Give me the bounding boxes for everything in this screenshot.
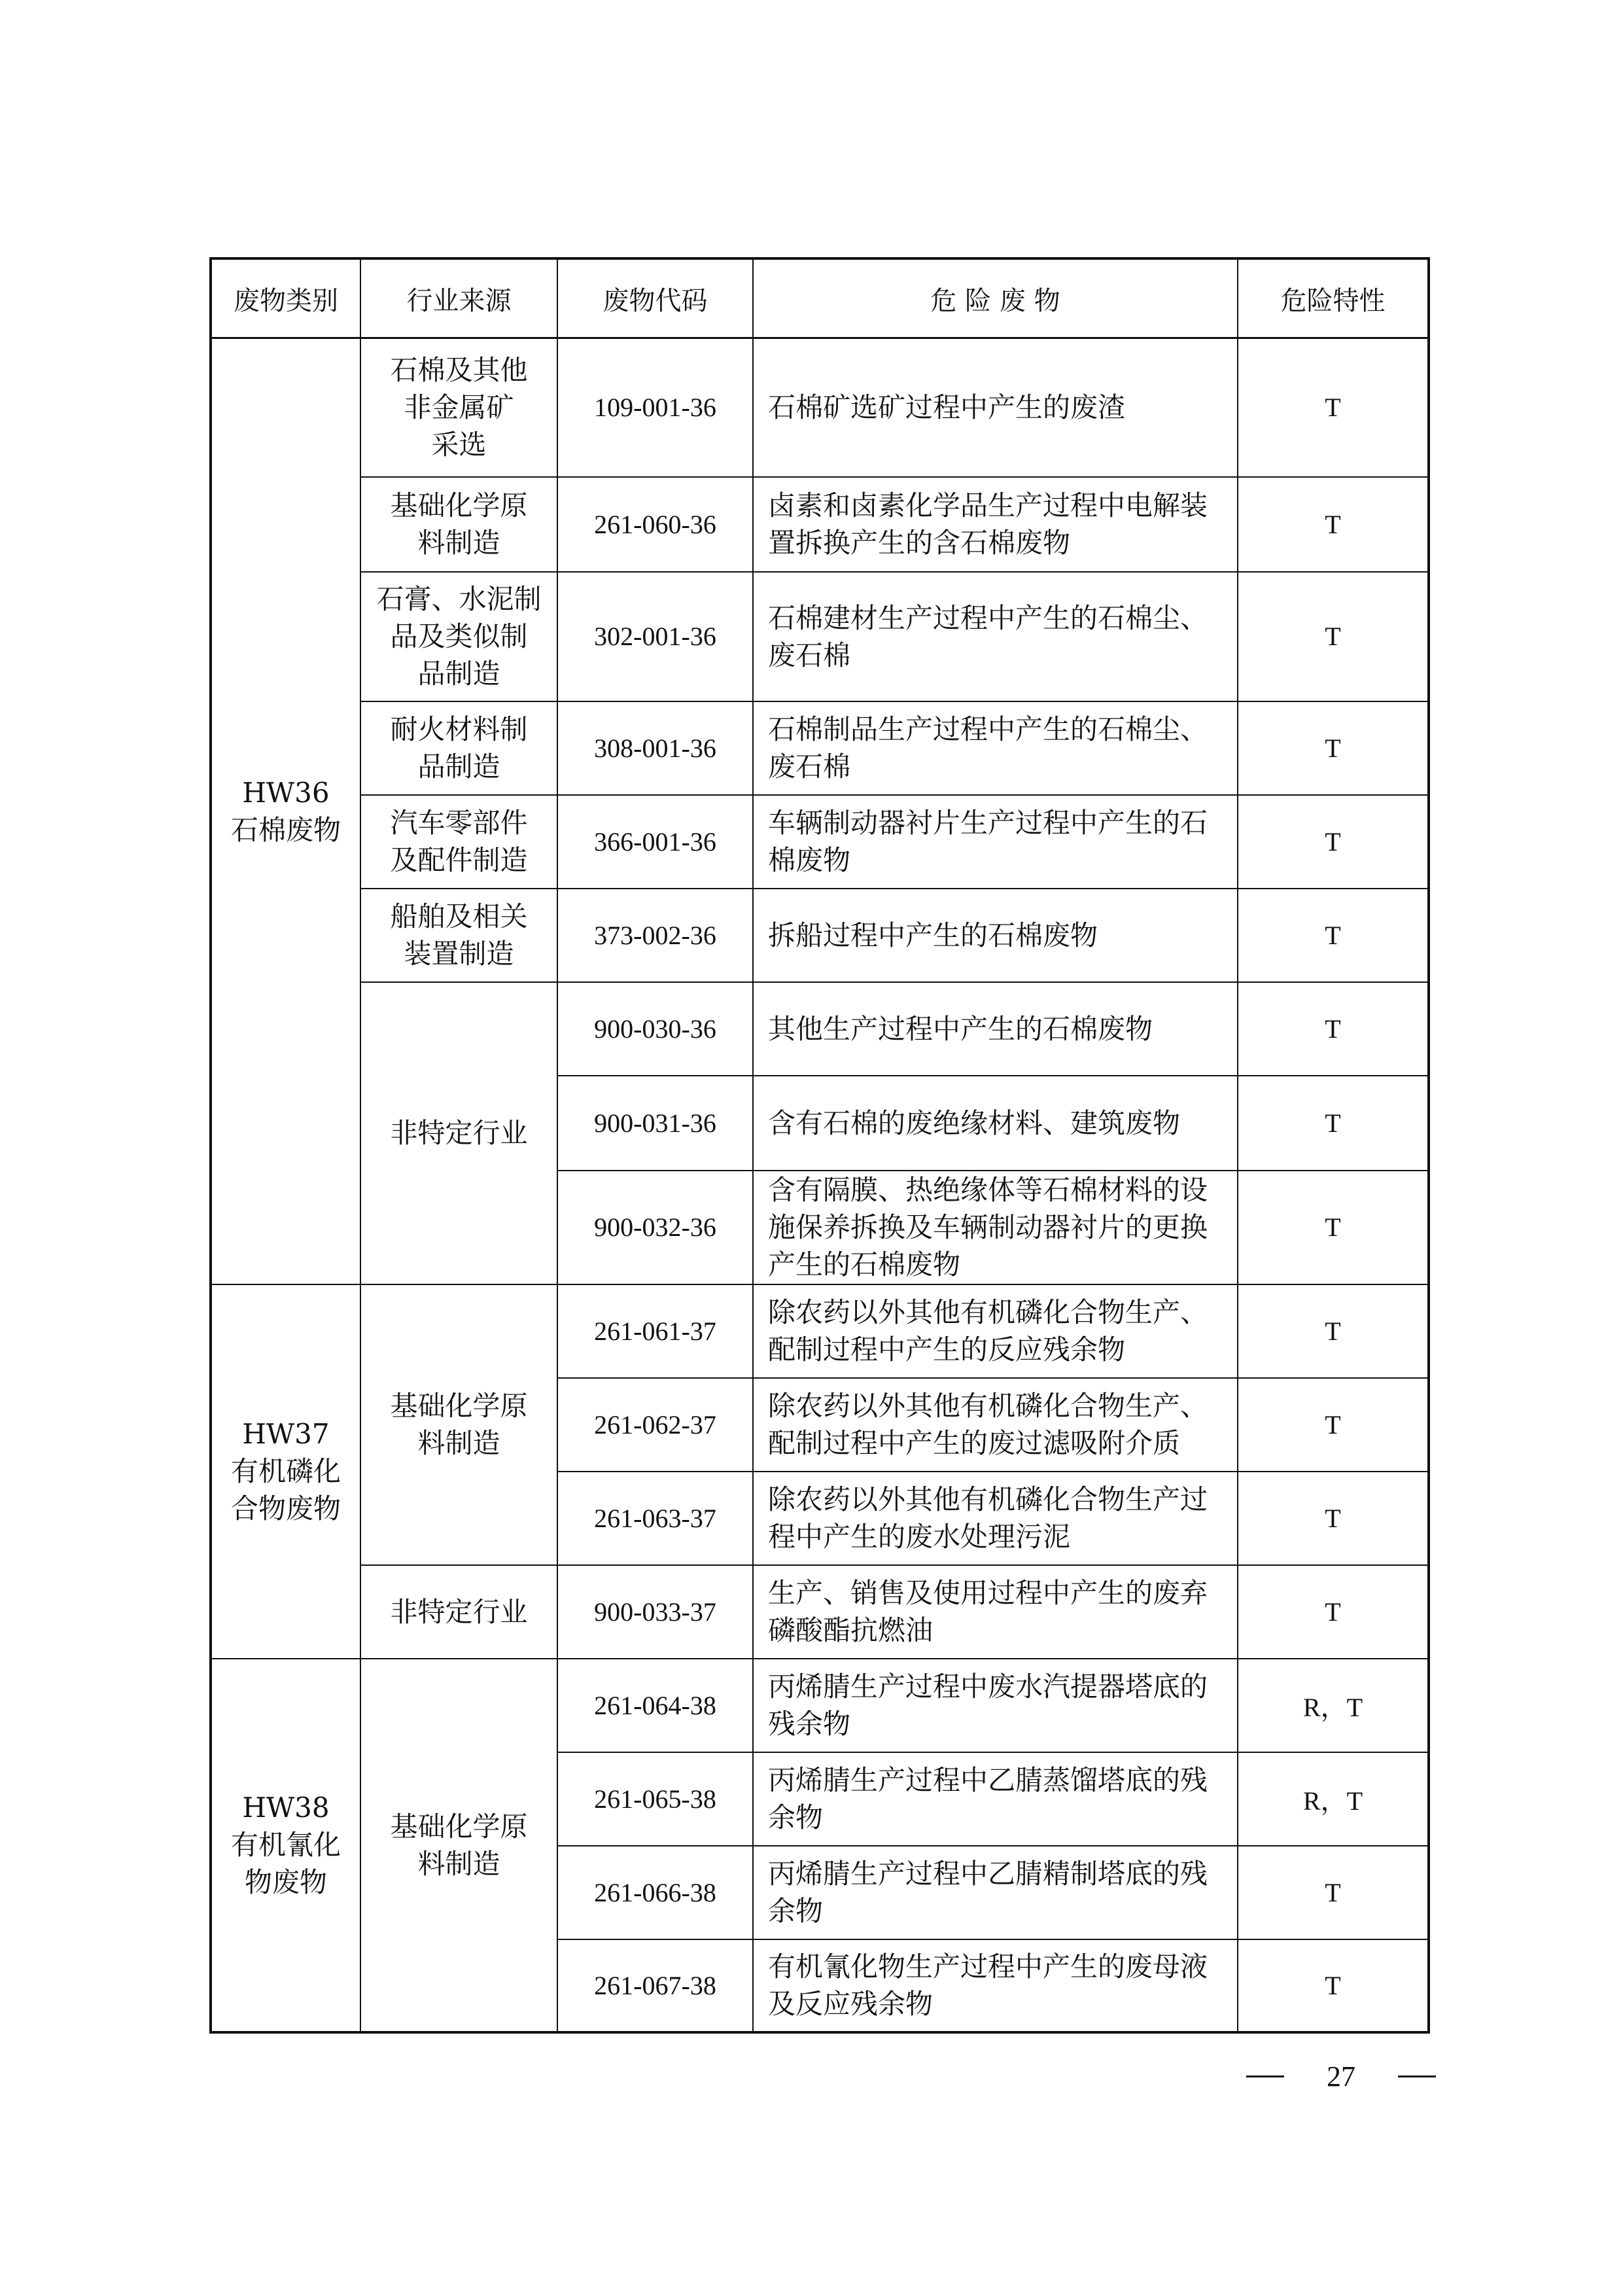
table-row <box>211 477 1429 572</box>
table-row <box>211 795 1429 889</box>
source-line: 采选 <box>431 429 487 461</box>
category-line: HW38 <box>242 1792 330 1824</box>
source-line: 汽车零部件 <box>390 807 528 839</box>
waste-code-cell: 261-064-38 <box>557 1659 753 1752</box>
waste-category-cell <box>211 1659 360 2032</box>
waste-category-cell <box>211 338 360 1284</box>
hazard-property-cell: T <box>1238 1378 1429 1472</box>
waste-description-cell: 生产、销售及使用过程中产生的废弃磷酸酯抗燃油 <box>753 1565 1238 1659</box>
source-line: 耐火材料制 <box>390 713 528 745</box>
source-line: 石膏、水泥制 <box>376 583 542 615</box>
waste-description-cell: 丙烯腈生产过程中废水汽提器塔底的残余物 <box>753 1659 1238 1752</box>
industry-source-cell <box>360 1284 557 1565</box>
source-line: 非特定行业 <box>390 1595 528 1628</box>
waste-description-cell: 石棉制品生产过程中产生的石棉尘、废石棉 <box>753 701 1238 795</box>
waste-code-cell: 261-061-37 <box>557 1284 753 1378</box>
waste-description-cell: 丙烯腈生产过程中乙腈精制塔底的残余物 <box>753 1846 1238 1939</box>
waste-code-cell: 261-065-38 <box>557 1752 753 1846</box>
industry-source-cell <box>360 572 557 701</box>
source-line: 船舶及相关 <box>390 900 528 932</box>
hazard-property-cell: T <box>1238 1284 1429 1378</box>
dash-left <box>1246 2075 1284 2077</box>
waste-description-cell: 除农药以外其他有机磷化合物生产、配制过程中产生的废过滤吸附介质 <box>753 1378 1238 1472</box>
industry-source-cell <box>360 1565 557 1659</box>
hazard-property-cell: T <box>1238 1472 1429 1565</box>
waste-code-cell: 900-030-36 <box>557 982 753 1076</box>
table-row <box>211 338 1429 477</box>
waste-description-cell: 除农药以外其他有机磷化合物生产过程中产生的废水处理污泥 <box>753 1472 1238 1565</box>
waste-description-cell: 卤素和卤素化学品生产过程中电解装置拆换产生的含石棉废物 <box>753 477 1238 572</box>
table-row <box>211 701 1429 795</box>
header-category: 废物类别 <box>211 258 360 338</box>
hazard-property-cell: T <box>1238 1846 1429 1939</box>
source-line: 料制造 <box>417 527 500 559</box>
hazardous-waste-table <box>209 257 1430 2034</box>
source-line: 石棉及其他 <box>390 354 528 387</box>
hazard-property-cell: T <box>1238 889 1429 982</box>
header-waste: 危 险 废 物 <box>753 258 1238 338</box>
source-line: 料制造 <box>417 1427 500 1459</box>
waste-description-cell: 其他生产过程中产生的石棉废物 <box>753 982 1238 1076</box>
source-line: 装置制造 <box>404 938 514 970</box>
waste-description-cell: 含有石棉的废绝缘材料、建筑废物 <box>753 1076 1238 1171</box>
page-footer <box>1246 2060 1436 2093</box>
header-source: 行业来源 <box>360 258 557 338</box>
source-line: 基础化学原 <box>390 489 528 521</box>
waste-code-cell: 261-066-38 <box>557 1846 753 1939</box>
industry-source-cell <box>360 701 557 795</box>
waste-description-cell: 含有隔膜、热绝缘体等石棉材料的设施保养拆换及车辆制动器衬片的更换产生的石棉废物 <box>753 1171 1238 1284</box>
source-line: 非金属矿 <box>404 391 514 424</box>
waste-code-cell: 373-002-36 <box>557 889 753 982</box>
category-line: 石棉废物 <box>230 813 341 846</box>
waste-description-cell: 车辆制动器衬片生产过程中产生的石棉废物 <box>753 795 1238 889</box>
industry-source-cell <box>360 338 557 477</box>
table-row <box>211 982 1429 1076</box>
waste-description-cell: 除农药以外其他有机磷化合物生产、配制过程中产生的反应残余物 <box>753 1284 1238 1378</box>
table-row <box>211 889 1429 982</box>
hazard-property-cell: T <box>1238 1939 1429 2032</box>
waste-code-cell: 261-060-36 <box>557 477 753 572</box>
waste-description-cell: 石棉建材生产过程中产生的石棉尘、废石棉 <box>753 572 1238 701</box>
source-line: 非特定行业 <box>390 1117 528 1149</box>
hazard-property-cell: T <box>1238 982 1429 1076</box>
waste-code-cell: 308-001-36 <box>557 701 753 795</box>
waste-code-cell: 261-063-37 <box>557 1472 753 1565</box>
waste-code-cell: 109-001-36 <box>557 338 753 477</box>
waste-code-cell: 261-062-37 <box>557 1378 753 1472</box>
category-line: 有机磷化 <box>230 1455 341 1487</box>
industry-source-cell <box>360 889 557 982</box>
hazard-property-cell: T <box>1238 701 1429 795</box>
header-risk: 危险特性 <box>1238 258 1429 338</box>
table-body <box>211 338 1429 2032</box>
industry-source-cell <box>360 795 557 889</box>
hazard-property-cell: T <box>1238 1171 1429 1284</box>
waste-code-cell: 900-033-37 <box>557 1565 753 1659</box>
waste-code-cell: 900-031-36 <box>557 1076 753 1171</box>
table-row <box>211 1284 1429 1378</box>
waste-description-cell: 石棉矿选矿过程中产生的废渣 <box>753 338 1238 477</box>
table-row <box>211 572 1429 701</box>
header-code: 废物代码 <box>557 258 753 338</box>
hazard-property-cell: R，T <box>1238 1752 1429 1846</box>
hazard-property-cell: T <box>1238 1076 1429 1171</box>
source-line: 品及类似制 <box>390 620 528 652</box>
source-line: 料制造 <box>417 1847 500 1880</box>
dash-right <box>1398 2075 1436 2077</box>
hazard-property-cell: T <box>1238 1565 1429 1659</box>
waste-description-cell: 有机氰化物生产过程中产生的废母液及反应残余物 <box>753 1939 1238 2032</box>
waste-description-cell: 拆船过程中产生的石棉废物 <box>753 889 1238 982</box>
waste-code-cell: 302-001-36 <box>557 572 753 701</box>
category-line: HW37 <box>242 1418 330 1450</box>
hazard-property-cell: T <box>1238 795 1429 889</box>
source-line: 品制造 <box>417 751 500 783</box>
source-line: 基础化学原 <box>390 1390 528 1422</box>
category-line: HW36 <box>242 776 330 809</box>
waste-code-cell: 366-001-36 <box>557 795 753 889</box>
industry-source-cell <box>360 477 557 572</box>
table-row <box>211 1565 1429 1659</box>
table-row <box>211 1659 1429 1752</box>
hazard-property-cell: R，T <box>1238 1659 1429 1752</box>
category-line: 有机氰化 <box>230 1829 341 1861</box>
hazard-property-cell: T <box>1238 477 1429 572</box>
waste-category-cell <box>211 1284 360 1659</box>
waste-code-cell: 261-067-38 <box>557 1939 753 2032</box>
industry-source-cell <box>360 982 557 1284</box>
source-line: 品制造 <box>417 658 500 690</box>
category-line: 合物废物 <box>230 1492 341 1525</box>
table-header-row <box>211 258 1429 338</box>
waste-code-cell: 900-032-36 <box>557 1171 753 1284</box>
waste-description-cell: 丙烯腈生产过程中乙腈蒸馏塔底的残余物 <box>753 1752 1238 1846</box>
industry-source-cell <box>360 1659 557 2032</box>
source-line: 及配件制造 <box>390 844 528 876</box>
hazard-property-cell: T <box>1238 572 1429 701</box>
source-line: 基础化学原 <box>390 1810 528 1843</box>
hazard-property-cell: T <box>1238 338 1429 477</box>
category-line: 物废物 <box>244 1866 327 1898</box>
page-number: 27 <box>1327 2060 1355 2093</box>
